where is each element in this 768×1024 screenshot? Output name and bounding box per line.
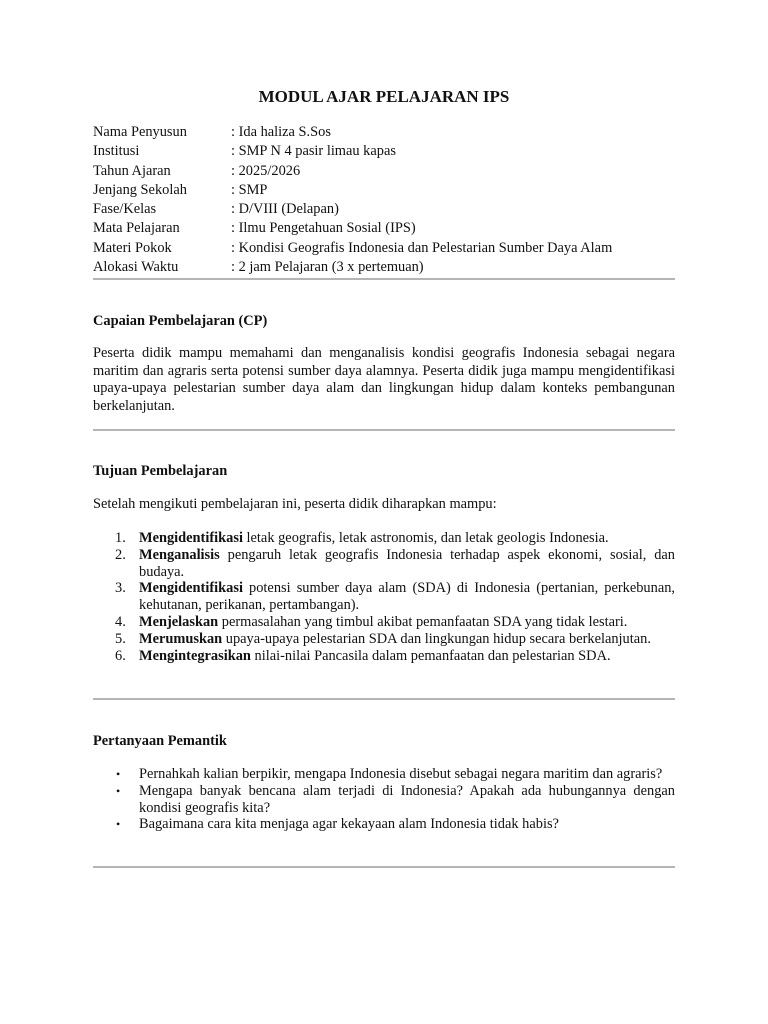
list-text: letak geografis, letak astronomis, dan letak geologis Indonesia. <box>242 530 609 546</box>
info-value: : Ilmu Pengetahuan Sosial (IPS) <box>231 220 416 237</box>
cp-paragraph: Peserta didik mampu memahami dan menganalisis kondisi geografis Indonesia sebagai negara maritim dan agraris serta potensi sumber daya alamnya. Peserta didik juga mampu mengidentifikasi upaya-upaya pelestarian sumber daya alam dan lingkungan hidup dalam konteks pembangunan berkelanjutan. <box>93 345 675 414</box>
list-item <box>93 783 675 817</box>
info-value: : Kondisi Geografis Indonesia dan Pelestarian Sumber Daya Alam <box>231 239 613 256</box>
list-text: Bagaimana cara kita menjaga agar kekayaan alam Indonesia tidak habis? <box>139 816 559 833</box>
document-title: MODUL AJAR PELAJARAN IPS <box>258 87 510 106</box>
list-item <box>93 816 675 833</box>
bullet-dot-icon: • <box>116 767 121 781</box>
divider <box>93 866 675 868</box>
bullet-dot-icon: • <box>116 817 121 832</box>
list-number: 1. <box>115 530 126 546</box>
list-verb: Mengidentifikasi <box>139 530 243 546</box>
info-value: : 2 jam Pelajaran (3 x pertemuan) <box>231 259 424 276</box>
list-text: pengaruh letak geografis Indonesia terhadap aspek ekonomi, sosial, dan budaya. <box>139 546 675 580</box>
list-text: potensi sumber daya alam (SDA) di Indonesia (pertanian, perkebunan, kehutanan, perikanan, pertambangan). <box>139 580 675 614</box>
list-text: permasalahan yang timbul akibat pemanfaatan SDA yang tidak lestari. <box>218 613 628 630</box>
info-label: Materi Pokok <box>93 239 172 256</box>
info-label: Alokasi Waktu <box>93 259 179 276</box>
list-text: Mengapa banyak bencana alam terjadi di Indonesia? Apakah ada hubungannya dengan kondisi geografis kita? <box>139 782 675 816</box>
list-item <box>93 614 675 631</box>
list-verb: Merumuskan <box>139 630 223 647</box>
list-item <box>93 547 675 581</box>
list-number: 6. <box>115 647 126 664</box>
tujuan-list <box>93 530 675 664</box>
info-row-penyusun <box>93 123 675 142</box>
info-value: : D/VIII (Delapan) <box>231 201 339 218</box>
list-item <box>93 648 675 665</box>
list-verb: Menganalisis <box>139 546 220 563</box>
list-number: 5. <box>115 630 126 647</box>
tujuan-heading: Tujuan Pembelajaran <box>93 463 228 479</box>
list-number: 3. <box>115 580 126 597</box>
list-item <box>93 766 675 783</box>
info-value: : 2025/2026 <box>231 162 301 179</box>
list-verb: Menjelaskan <box>139 613 219 630</box>
list-text: Pernahkah kalian berpikir, mengapa Indonesia disebut sebagai negara maritim dan agraris? <box>139 766 663 782</box>
cp-heading: Capaian Pembelajaran (CP) <box>93 313 268 329</box>
info-value: : SMP N 4 pasir limau kapas <box>231 143 396 160</box>
list-number: 2. <box>115 546 126 563</box>
list-text: nilai-nilai Pancasila dalam pemanfaatan dan pelestarian SDA. <box>250 647 611 664</box>
list-verb: Mengintegrasikan <box>139 647 251 664</box>
pemantik-heading: Pertanyaan Pemantik <box>93 733 227 749</box>
list-verb: Mengidentifikasi <box>139 580 243 597</box>
info-row-fase-kelas <box>93 200 675 219</box>
list-text: upaya-upaya pelestarian SDA dan lingkungan hidup secara berkelanjutan. <box>222 630 651 647</box>
pemantik-list <box>93 766 675 833</box>
identity-table <box>93 123 675 277</box>
info-row-alokasi-waktu <box>93 258 675 277</box>
list-item <box>93 631 675 648</box>
divider <box>93 429 675 431</box>
info-row-jenjang <box>93 181 675 200</box>
info-row-institusi <box>93 142 675 161</box>
divider <box>93 698 675 700</box>
info-row-mata-pelajaran <box>93 219 675 238</box>
list-number: 4. <box>115 613 126 630</box>
divider <box>93 278 675 280</box>
info-label: Tahun Ajaran <box>93 162 171 179</box>
info-label: Jenjang Sekolah <box>93 181 187 198</box>
bullet-dot-icon: • <box>116 783 121 798</box>
list-item <box>93 580 675 614</box>
list-item <box>93 530 675 547</box>
info-value: : Ida haliza S.Sos <box>231 124 331 140</box>
tujuan-intro: Setelah mengikuti pembelajaran ini, peserta didik diharapkan mampu: <box>93 496 497 512</box>
info-label: Mata Pelajaran <box>93 220 180 237</box>
info-label: Institusi <box>93 143 140 160</box>
info-label: Nama Penyusun <box>93 124 187 140</box>
info-row-materi-pokok <box>93 239 675 258</box>
info-label: Fase/Kelas <box>93 201 157 218</box>
info-row-tahun-ajaran <box>93 162 675 181</box>
info-value: : SMP <box>231 181 268 198</box>
